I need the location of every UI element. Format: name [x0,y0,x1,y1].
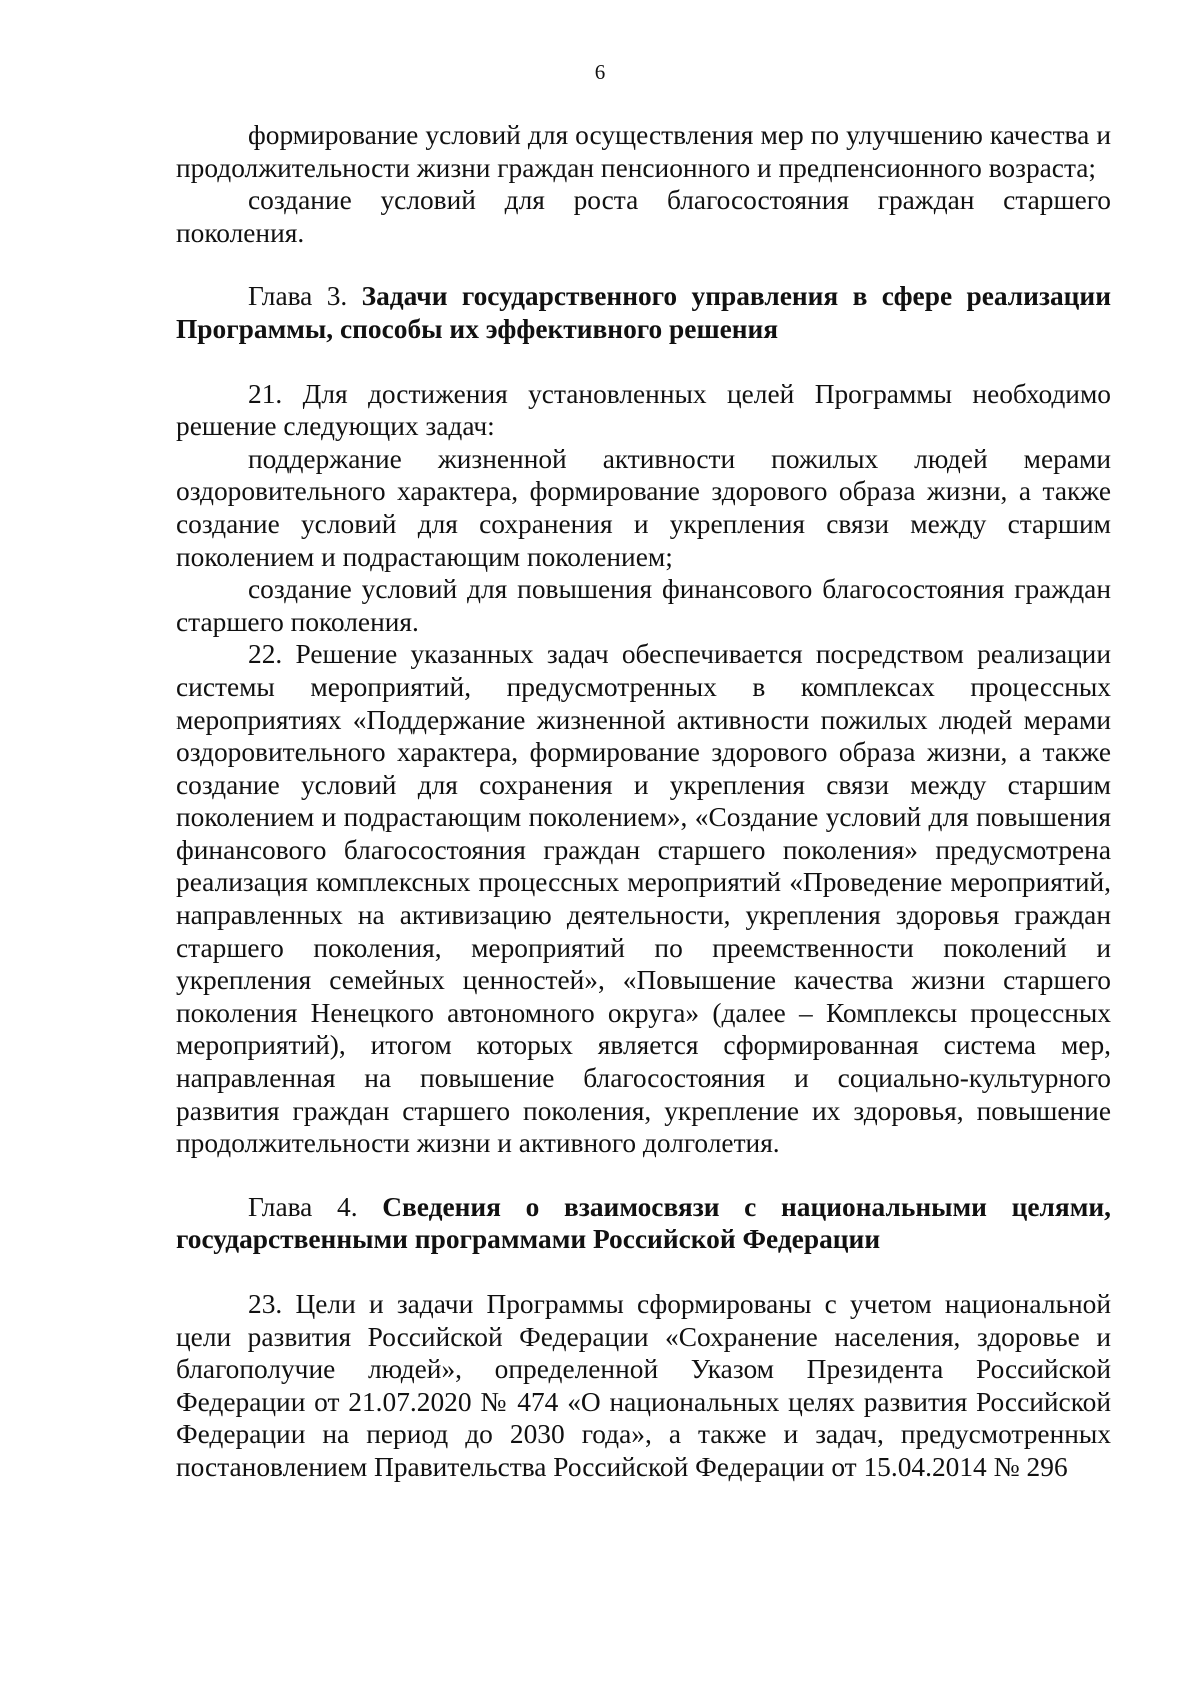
task-item-2: создание условий для повышения финансового благосостояния граждан старшего поколения. [176,574,1111,637]
chapter-4-heading [176,1191,1111,1256]
chapter-3-title: Задачи государственного управления в сфере реализации Программы, способы их эффективного решения [176,281,1111,344]
page-number: 6 [594,60,606,84]
paragraph-22: 22. Решение указанных задач обеспечивается посредством реализации системы мероприятий, предусмотренных в комплексах процессных мероприятиях «Поддержание жизненной активности пожилых людей мерами оздоровительного характера, формирование здорового образа жизни, а также создание условий для сохранения и укрепления связи между старшим поколением и подрастающим поколением», «Создание условий для повышения финансового благосостояния граждан старшего поколения» предусмотрена реализация комплексных процессных мероприятий «Проведение мероприятий, направленных на активизацию деятельности, укрепления здоровья граждан старшего поколения, мероприятий по преемственности поколений и укрепления семейных ценностей», «Повышение качества жизни старшего поколения Ненецкого автономного округа» (далее – Комплексы процессных мероприятий), итогом которых является сформированная система мер, направленная на повышение благосостояния и социально-культурного развития граждан старшего поколения, укрепление их здоровья, повышение продолжительности жизни и активного долголетия. [176,639,1111,1159]
chapter-3-heading [176,280,1111,345]
document-body [176,119,1111,1484]
chapter-3-prefix: Глава 3. [248,281,362,312]
intro-paragraph-1: формирование условий для осуществления мер по улучшению качества и продолжительности жизни граждан пенсионного и предпенсионного возраста; [176,120,1111,183]
task-item-1: поддержание жизненной активности пожилых людей мерами оздоровительного характера, формирование здорового образа жизни, а также создание условий для сохранения и укрепления связи между старшим поколением и подрастающим поколением; [176,443,1111,572]
intro-paragraph-2: создание условий для роста благосостояния граждан старшего поколения. [176,185,1111,248]
paragraph-23: 23. Цели и задачи Программы сформированы с учетом национальной цели развития Российской Федерации «Сохранение населения, здоровье и благополучие людей», определенной Указом Президента Российской Федерации от 21.07.2020 № 474 «О национальных целях развития Российской Федерации на период до 2030 года», а также и задач, предусмотренных постановлением Правительства Российской Федерации от 15.04.2014 № 296 [176,1289,1111,1482]
chapter-4-prefix: Глава 4. [248,1191,383,1222]
chapter-4-title: Сведения о взаимосвязи с национальными целями, государственными программами Российской Федерации [176,1191,1112,1255]
paragraph-21: 21. Для достижения установленных целей Программы необходимо решение следующих задач: [176,378,1111,442]
